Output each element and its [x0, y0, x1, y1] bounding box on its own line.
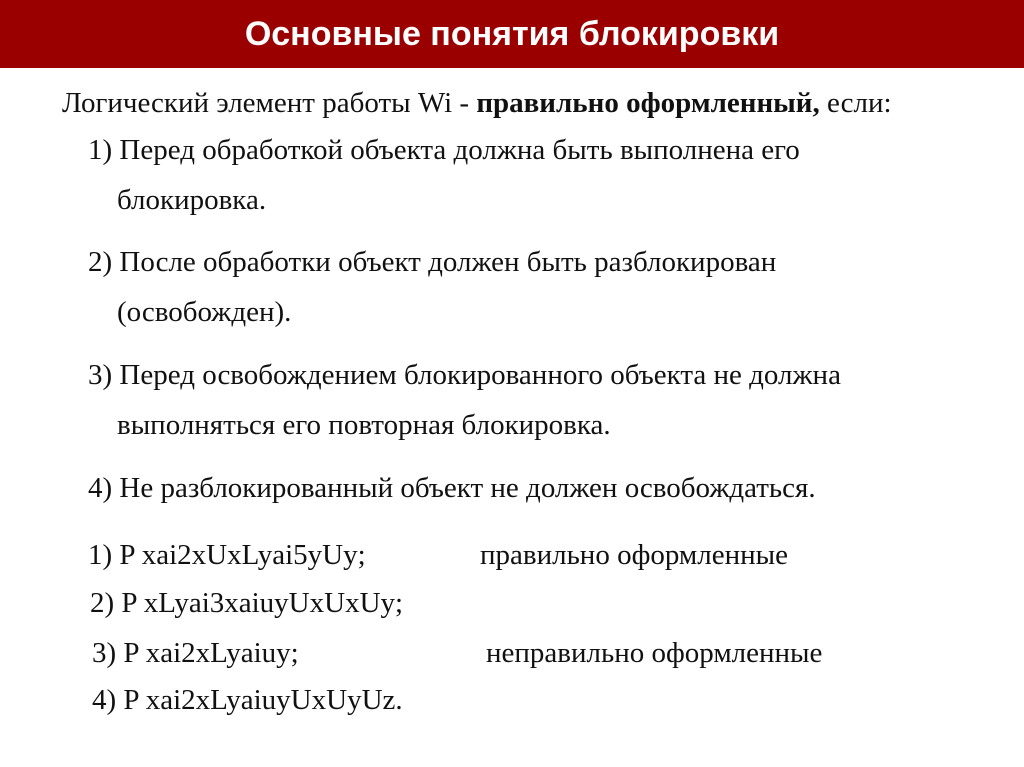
rule-4: 4) Не разблокированный объект не должен освобождаться.	[88, 472, 816, 504]
label-correct: правильно оформленные	[480, 539, 789, 571]
intro-suffix: если:	[819, 87, 892, 119]
example-4: 4) P xai2xLyaiuyUxUyUz.	[92, 684, 403, 716]
intro-line	[62, 86, 892, 120]
rule-1: 1) Перед обработкой объекта должна быть выполнена его	[88, 134, 800, 166]
example-2: 2) P xLyai3xaiuyUxUxUy;	[90, 587, 404, 619]
label-incorrect: неправильно оформленные	[486, 637, 823, 669]
rule-3-cont: выполняться его повторная блокировка.	[117, 409, 611, 441]
intro-bold: правильно оформленный,	[476, 87, 820, 119]
rule-1-cont: блокировка.	[117, 184, 267, 216]
example-3: 3) P xai2xLyaiuy;	[92, 637, 299, 669]
rule-3: 3) Перед освобождением блокированного объекта не должна	[88, 359, 841, 391]
slide-title: Основные понятия блокировки	[244, 14, 780, 53]
example-1: 1) P xai2xUxLyai5yUy;	[88, 539, 366, 571]
title-bar	[0, 0, 1024, 68]
intro-prefix: Логический элемент работы Wi -	[62, 87, 477, 119]
rule-2-cont: (освобожден).	[117, 296, 292, 328]
rule-2: 2) После обработки объект должен быть разблокирован	[88, 246, 777, 278]
